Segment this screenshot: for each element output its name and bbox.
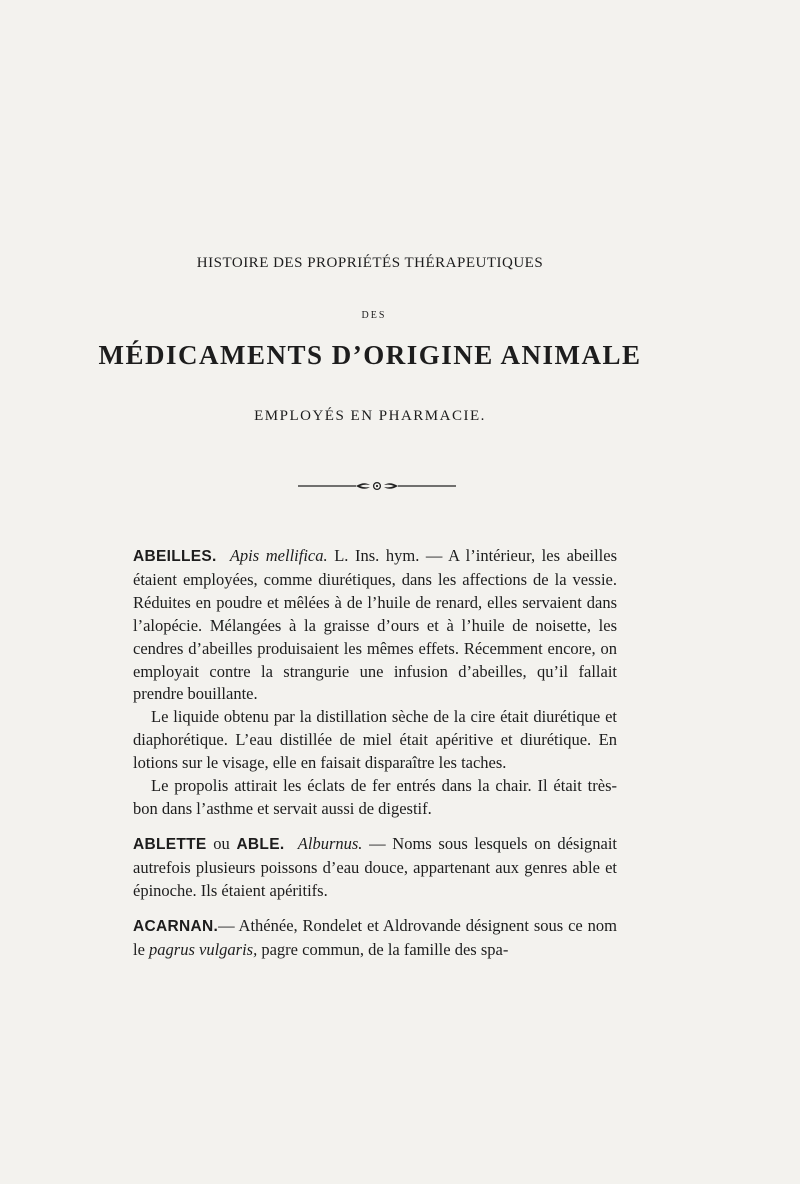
paragraph: Le liquide obtenu par la distillation sèche de la cire était diurétique et diaphorétique. L’eau distillée de miel était apéritive et diurétique. En lotions sur le visage, elle en faisait disparaître les taches. — [133, 707, 617, 773]
entry-text: L. Ins. hym. — A l’intérieur, les abeilles étaient employées, comme diurétiques, dans les affections de la vessie. Réduites en poudre et mêlées à de l’huile de renard, elles servaient dans l’alopécie. Mélangées à la graisse d’ours et à l’huile de noisette, les cendres d’abeilles produisaient les mêmes effets. Récemment encore, on employait contre la strangurie une infusion d’abeilles, qu’il fallait prendre bouillante. — [133, 546, 617, 704]
entry-ablette — [133, 833, 617, 903]
entry-headword: ABEILLES. — [133, 548, 217, 565]
entry-acarnan — [133, 915, 617, 962]
heading-line-4: EMPLOYÉS EN PHARMACIE. — [254, 408, 486, 424]
entry-headword: ACARNAN. — [133, 917, 219, 935]
entry-text: — Athénée, Rondelet et Aldrovande désignent sous ce nom le — [133, 915, 617, 959]
entry-text: — Noms sous lesquels on désignait autrefois plusieurs poissons d’eau douce, appartenant aux genres able et épinoche. Ils étaient apéritifs. — [133, 833, 617, 900]
heading-line-2: DES — [361, 310, 387, 321]
entry-abeilles — [133, 545, 617, 706]
entry-headword: ABLETTE — [133, 835, 207, 853]
entry-text-cont: pagre commun, de la famille des spa- — [257, 939, 509, 959]
latin-name: pagrus vulgaris, — [149, 939, 258, 959]
latin-name: Alburnus. — [297, 833, 363, 853]
article-body — [133, 545, 617, 961]
entry-headword-alt: ABLE. — [236, 835, 285, 853]
latin-name: Apis mellifica. — [229, 546, 328, 565]
fleuron-rule-ornament-icon — [298, 478, 456, 494]
entry-connector: ou — [206, 833, 237, 853]
page-title: MÉDICAMENTS D’ORIGINE ANIMALE — [98, 340, 642, 370]
paragraph: Le propolis attirait les éclats de fer entrés dans la chair. Il était très-bon dans l’asthme et servait aussi de digestif. — [133, 776, 617, 818]
heading-line-1: HISTOIRE DES PROPRIÉTÉS THÉRAPEUTIQUES — [196, 255, 544, 271]
